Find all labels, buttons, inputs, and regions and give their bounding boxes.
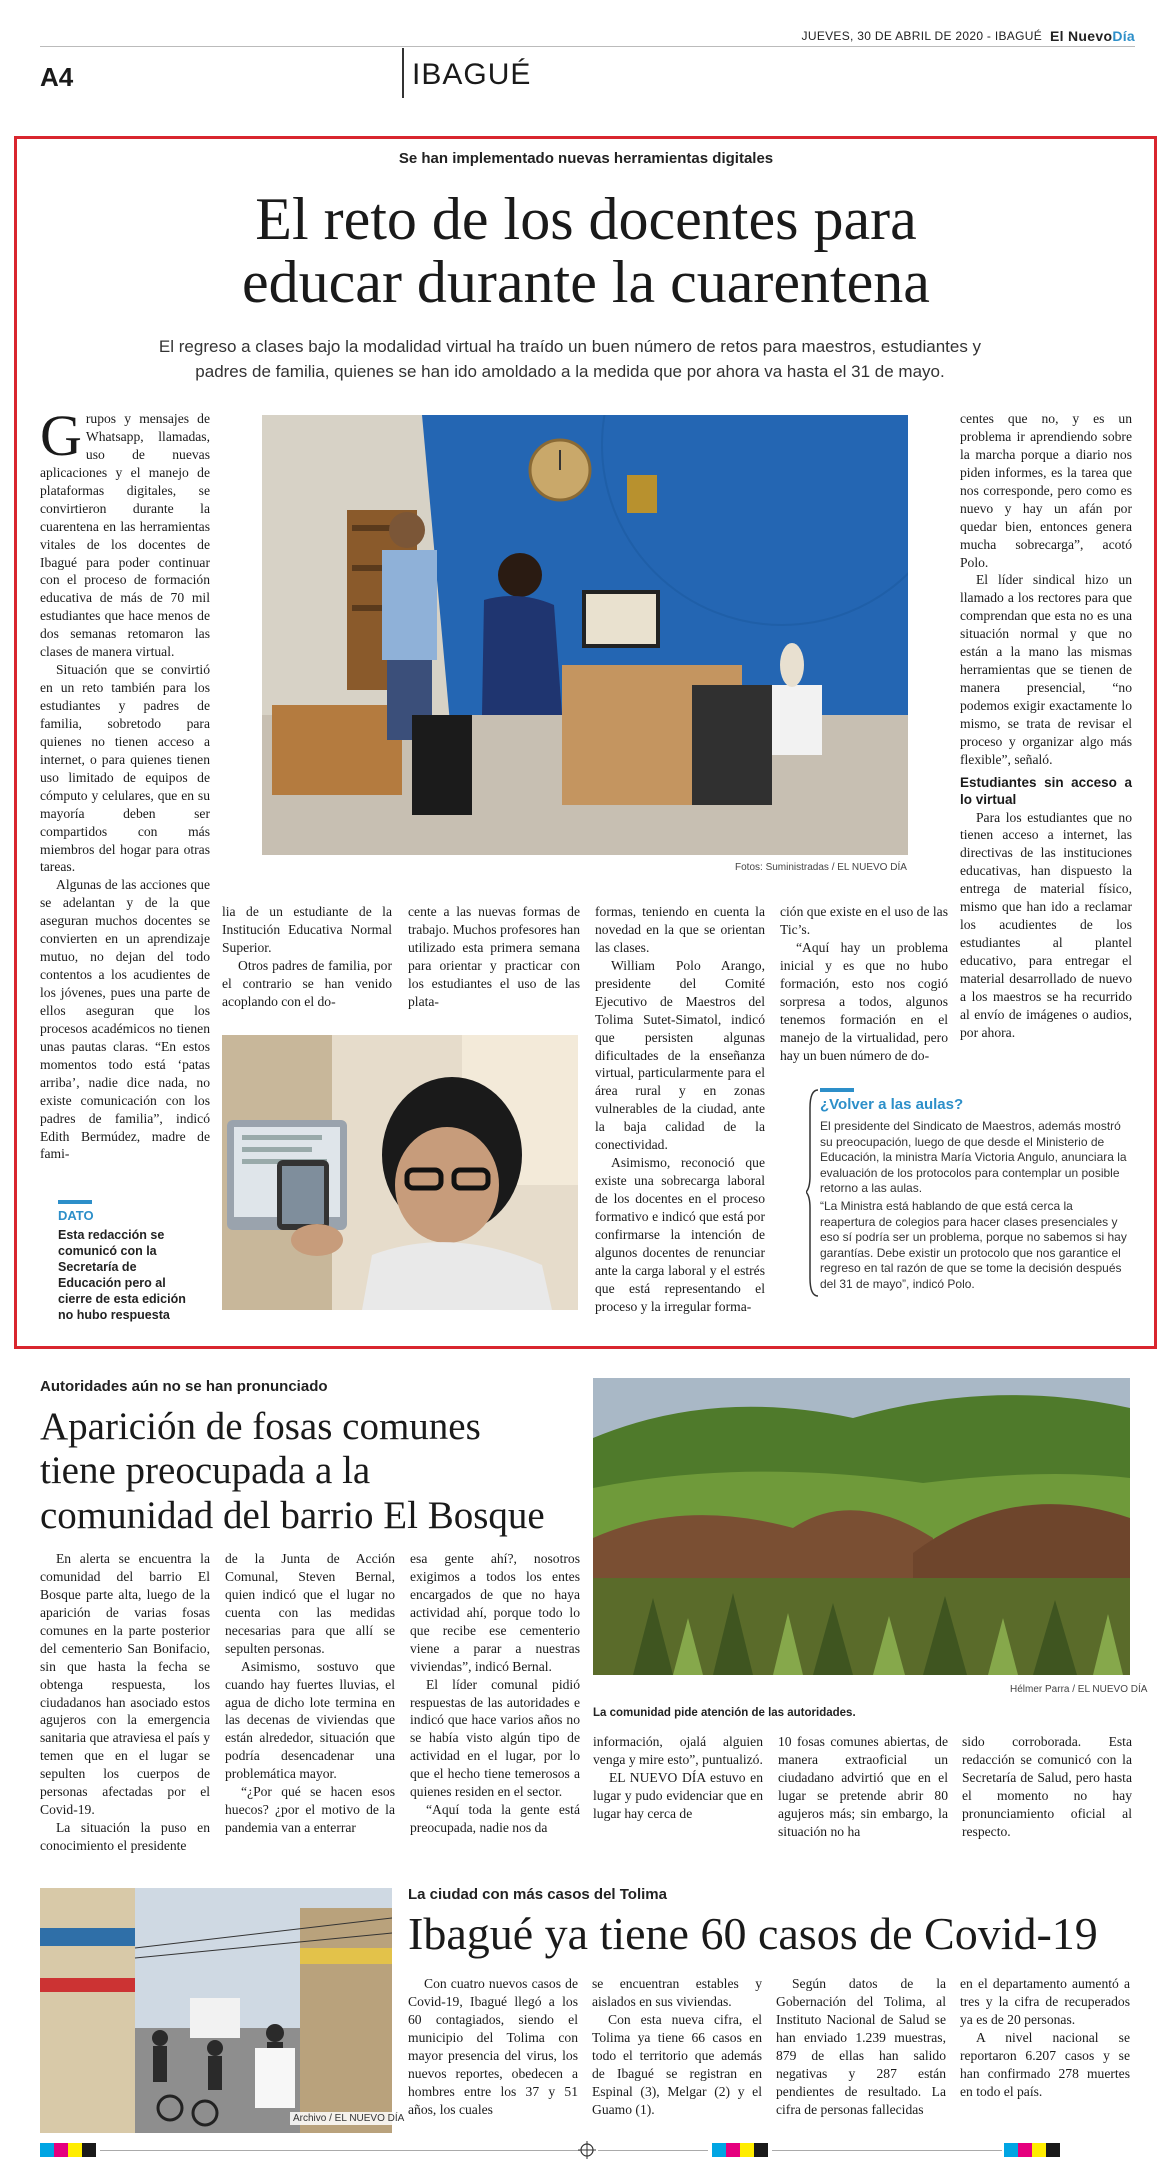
story3-col4: en el departamento aumentó a tres y la cifra de recuperados ya es de 20 personas. A nivel nacional se reportaron 6.207 casos y se han confirmado 278 muertes en todo el país. <box>960 1976 1130 2099</box>
story1-col3: cente a las nuevas formas de trabajo. Muchos profesores han utilizado esta primera semana para orientar y practicar con los estudiantes el uso de las plata- <box>408 904 580 1009</box>
story3-kicker: La ciudad con más casos del Tolima <box>408 1886 667 1903</box>
story2-col6: sido corroborada. Esta redacción se comunicó con la Secretaría de Salud, pero hasta el momento no hay pronunciamiento oficial al respecto. <box>962 1734 1132 1839</box>
registration-line-right <box>772 2150 1002 2151</box>
story2-col5: 10 fosas comunes abiertas, de manera extraoficial un ciudadano advirtió que en el lugar se pretende abrir 80 agujeros más; sin embargo, la situación no ha <box>778 1734 948 1839</box>
student-tablet-photo <box>222 1035 578 1310</box>
photo-credit: Fotos: Suministradas / EL NUEVO DÍA <box>735 862 907 873</box>
story1-headline: El reto de los docentes para educar durante la cuarentena <box>242 186 930 315</box>
dato-accent <box>58 1200 92 1204</box>
story2-col2: de la Junta de Acción Comunal, Steven Bernal, quien indicó que el lugar no cuenta con las medidas necesarias para que allí se sepulten personas. Asimismo, sostuvo que cuando hay fuertes lluvias, el agua de dicho lote termina en las decenas de viviendas que están alrededor, situación que podría desencadenar una problemática mayor. “¿Por qué se hacen esos huecos? ¿por el motivo de la pandemia van a enterrar <box>225 1551 395 1836</box>
color-registration-far-right <box>1004 2143 1060 2157</box>
story1-col6: centes que no, y es un problema ir aprendiendo sobre la marcha porque a diario nos piden informes, es la tarea que nos corresponde, pero como es nuevo y hay un afán por quedar bien, entonces genera mucha sobrecarga”, acotó Polo. El líder sindical hizo un llamado a los rectores para que comprendan que esta no es una situación normal y que no están a la mano las mismas herramientas que se tienen de manera presencial, “no podemos exigir exactamente lo mismo, se trata de revisar el proceso y organizar algo más flexible”, señaló. Estudiantes sin acceso a lo virtual Para los estudiantes que no tienen acceso a internet, las directivas de las instituciones educativas, han dispuesto la entrega de material físico, mismo que han ido a reclamar los acudientes de los estudiantes al plantel educativo, para entregar el material desarrollado de nuevo a los maestros se ha recurrido al envío de imágenes o audios, por ahora. <box>960 411 1132 1040</box>
dato-text: Esta redacción se comunicó con la Secretaría de Educación pero al cierre de esta edición no hubo respuesta <box>58 1228 186 1322</box>
story1-kicker: Se han implementado nuevas herramientas digitales <box>398 150 774 167</box>
color-registration-right <box>712 2143 768 2157</box>
date-line <box>802 28 1135 44</box>
story3-col3: Según datos de la Gobernación del Tolima, al Instituto Nacional de Salud se han enviado 1.239 muestras, 879 de ellas han salido negativas y 287 están pendientes de resultado. La cifra de personas fallecidas <box>776 1976 946 2117</box>
story1-col5: ción que existe en el uso de las Tic’s. “Aquí hay un problema inicial y es que no hubo formación, esto nos cogió sorpresa a todos, algunos tenemos formación en el manejo de la virtualidad, pero hay un buen número de do- <box>780 904 948 1063</box>
masthead <box>40 0 1135 110</box>
story3-col1: Con cuatro nuevos casos de Covid-19, Ibagué llegó a los 60 contagiados, siendo el municipio del Tolima con mayor presencia del virus, los nuevos reportes, obedecen a hombres entre los 37 y 51 años, los cuales <box>408 1976 578 2117</box>
drop-cap: G <box>40 403 82 468</box>
story3-col2: se encuentran estables y aislados en sus viviendas. Con esta nueva cifra, el Tolima ya tiene 66 casos en todo el territorio que además de Ibagué se registran en Espinal (3), Melgar (2) y el Guamo (1). <box>592 1976 762 2117</box>
story2-kicker: Autoridades aún no se han pronunciado <box>40 1378 328 1395</box>
dato-box <box>58 1200 198 1323</box>
story3-headline: Ibagué ya tiene 60 casos de Covid-19 <box>408 1908 1098 1959</box>
graves-photo-caption: La comunidad pide atención de las autoridades. <box>593 1707 856 1719</box>
sidebox-title: ¿Volver a las aulas? <box>820 1096 964 1113</box>
sidebox <box>820 1088 1130 1295</box>
page-number: A4 <box>40 62 74 92</box>
graves-photo <box>593 1378 1130 1675</box>
teachers-photo <box>262 415 908 855</box>
registration-line-mid <box>598 2150 708 2151</box>
brand-logo: El NuevoDía <box>1050 28 1135 44</box>
brace-icon <box>806 1088 820 1298</box>
masthead-rule <box>40 46 1135 47</box>
story2-col3: esa gente ahí?, nosotros exigimos a todos los entes encargados de que no haya actividad ahí, porque todo lo que recibe ese cementerio viene a parar a nuestras viviendas”, indicó Bernal. El líder comunal pidió respuestas de las autoridades e indicó que hace varios años no se había visto algún tipo de actividad en el lugar, por lo que el hecho tiene temerosos a quienes residen en el sector. “Aquí toda la gente está preocupada, nadie nos da <box>410 1551 580 1836</box>
story1-col4: formas, teniendo en cuenta la novedad en la que se orientan las clases. William Polo Arango, presidente del Comité Ejecutivo de Maestros del Tolima Sutet-Simatol, indicó que persisten algunas dificultades de la enseñanza virtual, particularmente para el área rural y en zonas vulnerables de la ciudad, ante la baja calidad de la conectividad. Asimismo, reconoció que existe una sobrecarga laboral de los docentes en el proceso formativo e indicó que está por confirmarse la intención de algunos docentes de renunciar ante la carga laboral y el estrés que está representando el proceso y la irregular forma- <box>595 904 765 1314</box>
graves-photo-credit: Hélmer Parra / EL NUEVO DÍA <box>1010 1684 1148 1695</box>
color-registration-left <box>40 2143 96 2157</box>
story1-deck: El regreso a clases bajo la modalidad virtual ha traído un buen número de retos para maestros, estudiantes y padres de familia, quienes se han ido amoldado a la medida que por ahora va hasta el 31 de mayo. <box>158 337 982 381</box>
registration-line-left <box>100 2150 580 2151</box>
section-divider <box>402 48 404 98</box>
story1-subhead: Estudiantes sin acceso a lo virtual <box>960 774 1132 807</box>
story2-col1: En alerta se encuentra la comunidad del barrio El Bosque parte alta, luego de la aparición de varias fosas comunes en la parte posterior del cementerio San Bonifacio, sin que hasta la fecha se obtenga respuesta, los ciudadanos han asociado estos agujeros con la emergencia sanitaria que atraviesa el país y temen que en el lugar se sepulten los cuerpos de personas afectadas por el Covid-19. La situación la puso en conocimiento el presidente <box>40 1551 210 1853</box>
sidebox-accent <box>820 1088 854 1092</box>
dato-label: DATO <box>58 1208 94 1223</box>
story1-col1: Grupos y mensajes de Whatsapp, llamadas, uso de nuevas aplicaciones y el manejo de plataformas digitales, se convirtieron durante la cuarentena en las herramientas vitales de los docentes de Ibagué para poder continuar con el proceso de formación educativa de más de 70 mil estudiantes que hace menos de dos semanas retomaron las clases de manera virtual. Situación que se convirtió en un reto también para los estudiantes y padres de familia, sobretodo para quienes no tienen acceso a internet, o para quienes tienen uso limitado de equipos de cómputo y celulares, que en su mayoría deben ser compartidos con más miembros del hogar para otras tareas. Algunas de las acciones que se adelantan y de la que aseguran muchos docentes se convierten en un aprendizaje mutuo, no dejan del todo contentos a los acudientes de los jóvenes, pues una parte de ellos aseguran que los procesos académicos no tienen unas pautas claras. “En estos momentos todo está ‘patas arriba’, nadie dice nada, no existe comunicación con los padres de familia”, indicó Edith Bermúdez, madre de fami- <box>40 403 210 1162</box>
street-photo <box>40 1888 392 2133</box>
date-text: JUEVES, 30 DE ABRIL DE 2020 - IBAGUÉ <box>801 29 1042 43</box>
section-name: IBAGUÉ <box>412 58 532 91</box>
story2-headline: Aparición de fosas comunes tiene preocupada a la comunidad del barrio El Bosque <box>40 1405 545 1537</box>
street-photo-credit: Archivo / EL NUEVO DÍA <box>290 2112 407 2125</box>
sidebox-text: El presidente del Sindicato de Maestros, además mostró su preocupación, luego de que desde el Ministerio de Educación, la ministra María Victoria Angulo, anunciara la evaluación de los protocolos para contemplar un posible retorno a las aulas. “La Ministra está hablando de que está cerca la reapertura de colegios para hacer clases presenciales y eso sí podría ser un problema, porque no sabemos si hay garantías. Debe existir un protocolo que nos garantice el regreso en tal razón de que se tome la decisión después del 31 de mayo”, indicó Polo. <box>820 1119 1127 1291</box>
crosshair-icon <box>578 2141 596 2159</box>
story2-col4: información, ojalá alguien venga y mire esto”, puntualizó. EL NUEVO DÍA estuvo en lugar y pudo evidenciar que en lugar hay cerca de <box>593 1734 763 1821</box>
story1-col2: lia de un estudiante de la Institución Educativa Normal Superior. Otros padres de familia, por el contrario se han venido acoplando con el do- <box>222 904 392 1009</box>
